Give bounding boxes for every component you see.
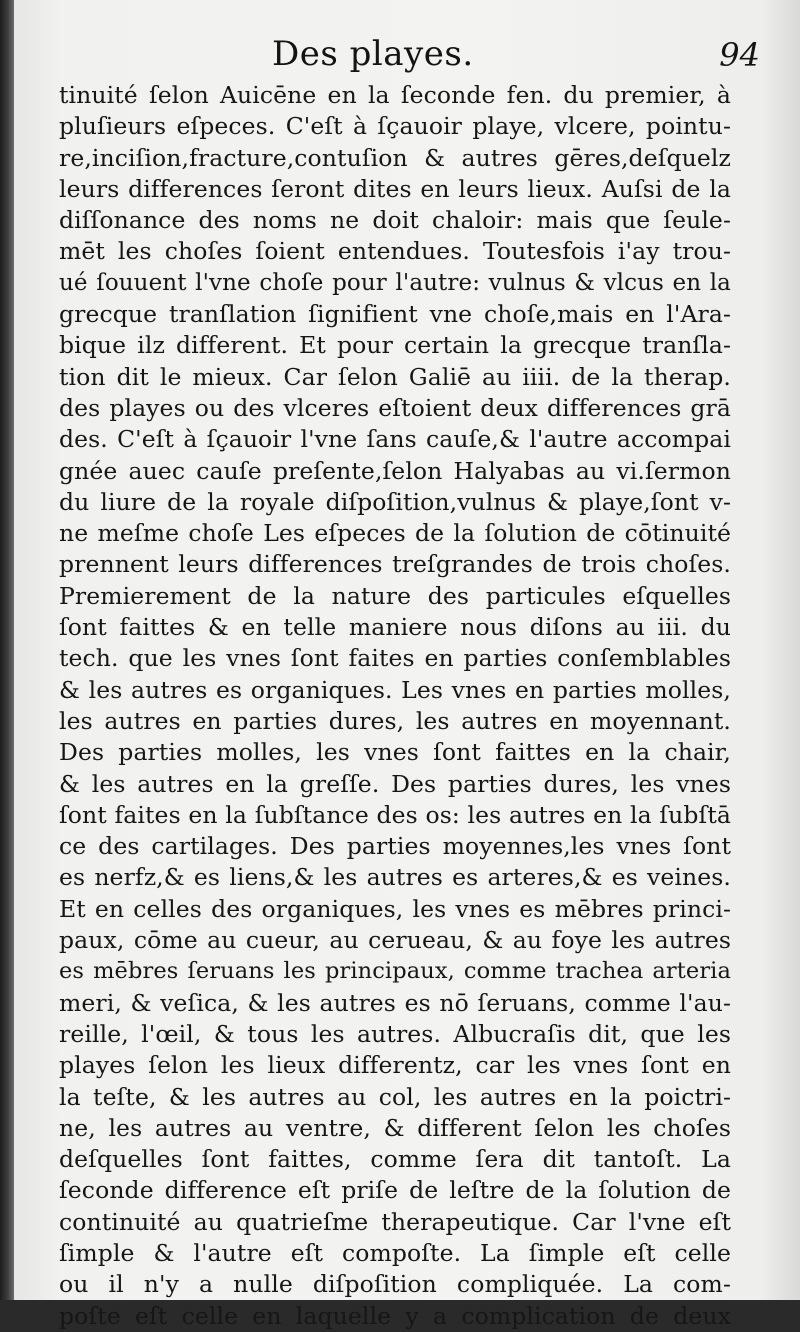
text-line: ce des cartilages. Des parties moyennes,les vnes ſont	[59, 832, 731, 861]
text-line: es mēbres ſeruans les principaux, comme trachea arteria	[59, 958, 731, 985]
text-line: Premierement de la nature des particules eſquelles	[59, 581, 731, 610]
text-line: ué ſouuent l'vne choſe pour l'autre: vulnus & vlcus en la	[59, 269, 731, 296]
text-line: & les autres es organiques. Les vnes en parties molles,	[59, 675, 731, 704]
text-line: des playes ou des vlceres eſtoient deux differences grā	[59, 393, 731, 422]
text-line: pluſieurs eſpeces. C'eſt à ſçauoir playe, vlcere, pointu-	[59, 112, 731, 141]
book-page	[14, 0, 800, 1330]
text-line: ſont faites en la ſubſtance des os: les autres en la ſubſtā	[59, 800, 731, 829]
page-binding-edge	[0, 0, 14, 1300]
text-line: bique ilz different. Et pour certain la grecque tranſla-	[59, 331, 731, 360]
text-line: ou il n'y a nulle diſpoſition compliquée. La com-	[59, 1270, 731, 1299]
text-line: deſquelles ſont faittes, comme ſera dit tantoſt. La	[59, 1145, 731, 1174]
text-line: diſſonance des noms ne doit chaloir: mais que ſeule-	[59, 206, 731, 235]
text-line: leurs differences ſeront dites en leurs lieux. Auſsi de la	[59, 174, 731, 203]
text-line: prennent leurs differences treſgrandes de trois choſes.	[59, 550, 731, 579]
text-line: es nerfz,& es liens,& les autres es arteres,& es veines.	[59, 863, 731, 892]
text-line: la teſte, & les autres au col, les autres en la poictri-	[59, 1082, 731, 1111]
text-line: re,inciſion,fracture,contuſion & autres gēres,deſquelz	[59, 143, 731, 172]
text-line: gnée auec cauſe preſente,ſelon Halyabas au vi.ſermon	[59, 456, 731, 485]
text-line: ſont faittes & en telle maniere nous diſons au iii. du	[59, 613, 731, 642]
text-line: tion dit le mieux. Car ſelon Galiē au iiii. de la therap.	[59, 362, 731, 391]
text-line: & les autres en la greſſe. Des parties dures, les vnes	[59, 769, 731, 798]
text-line: les autres en parties dures, les autres en moyennant.	[59, 706, 731, 735]
running-title: Des playes.	[272, 34, 474, 74]
text-line: ne, les autres au ventre, & different ſelon les choſes	[59, 1113, 731, 1142]
text-line: poſte eſt celle en laquelle y a complication de deux	[59, 1301, 731, 1330]
text-line: meri, & veſica, & les autres es nō ſeruans, comme l'au-	[59, 988, 731, 1017]
text-line: Des parties molles, les vnes ſont faittes en la chair,	[59, 738, 731, 767]
text-line: ſeconde difference eſt priſe de leſtre de la ſolution de	[59, 1176, 731, 1205]
text-line: ſimple & l'autre eſt compoſte. La ſimple eſt celle	[59, 1238, 731, 1267]
text-line: reille, l'œil, & tous les autres. Albucraſis dit, que les	[59, 1019, 731, 1048]
text-line: ne meſme choſe Les eſpeces de la ſolution de cōtinuité	[59, 519, 731, 548]
text-line: paux, cōme au cueur, au cerueau, & au foye les autres	[59, 926, 731, 955]
page-number: 94	[719, 36, 760, 74]
text-line: tech. que les vnes ſont faites en parties conſemblables	[59, 644, 731, 673]
text-line: grecque tranſlation ſignifient vne choſe,mais en l'Ara-	[59, 300, 731, 329]
text-line: des. C'eſt à ſçauoir l'vne ſans cauſe,& l'autre accompai	[59, 425, 731, 454]
text-line: Et en celles des organiques, les vnes es mēbres princi-	[59, 894, 731, 923]
page-header	[14, 28, 800, 80]
text-line: du liure de la royale diſpoſition,vulnus & playe,ſont v-	[59, 487, 731, 516]
text-line: mēt les choſes ſoient entendues. Toutesfois i'ay trou-	[59, 237, 731, 266]
body-text	[59, 80, 731, 1332]
text-line: playes ſelon les lieux differentz, car les vnes ſont en	[59, 1051, 731, 1080]
text-line: tinuité ſelon Auicēne en la ſeconde fen. du premier, à	[59, 81, 731, 109]
text-line: continuité au quatrieſme therapeutique. Car l'vne eſt	[59, 1207, 731, 1236]
